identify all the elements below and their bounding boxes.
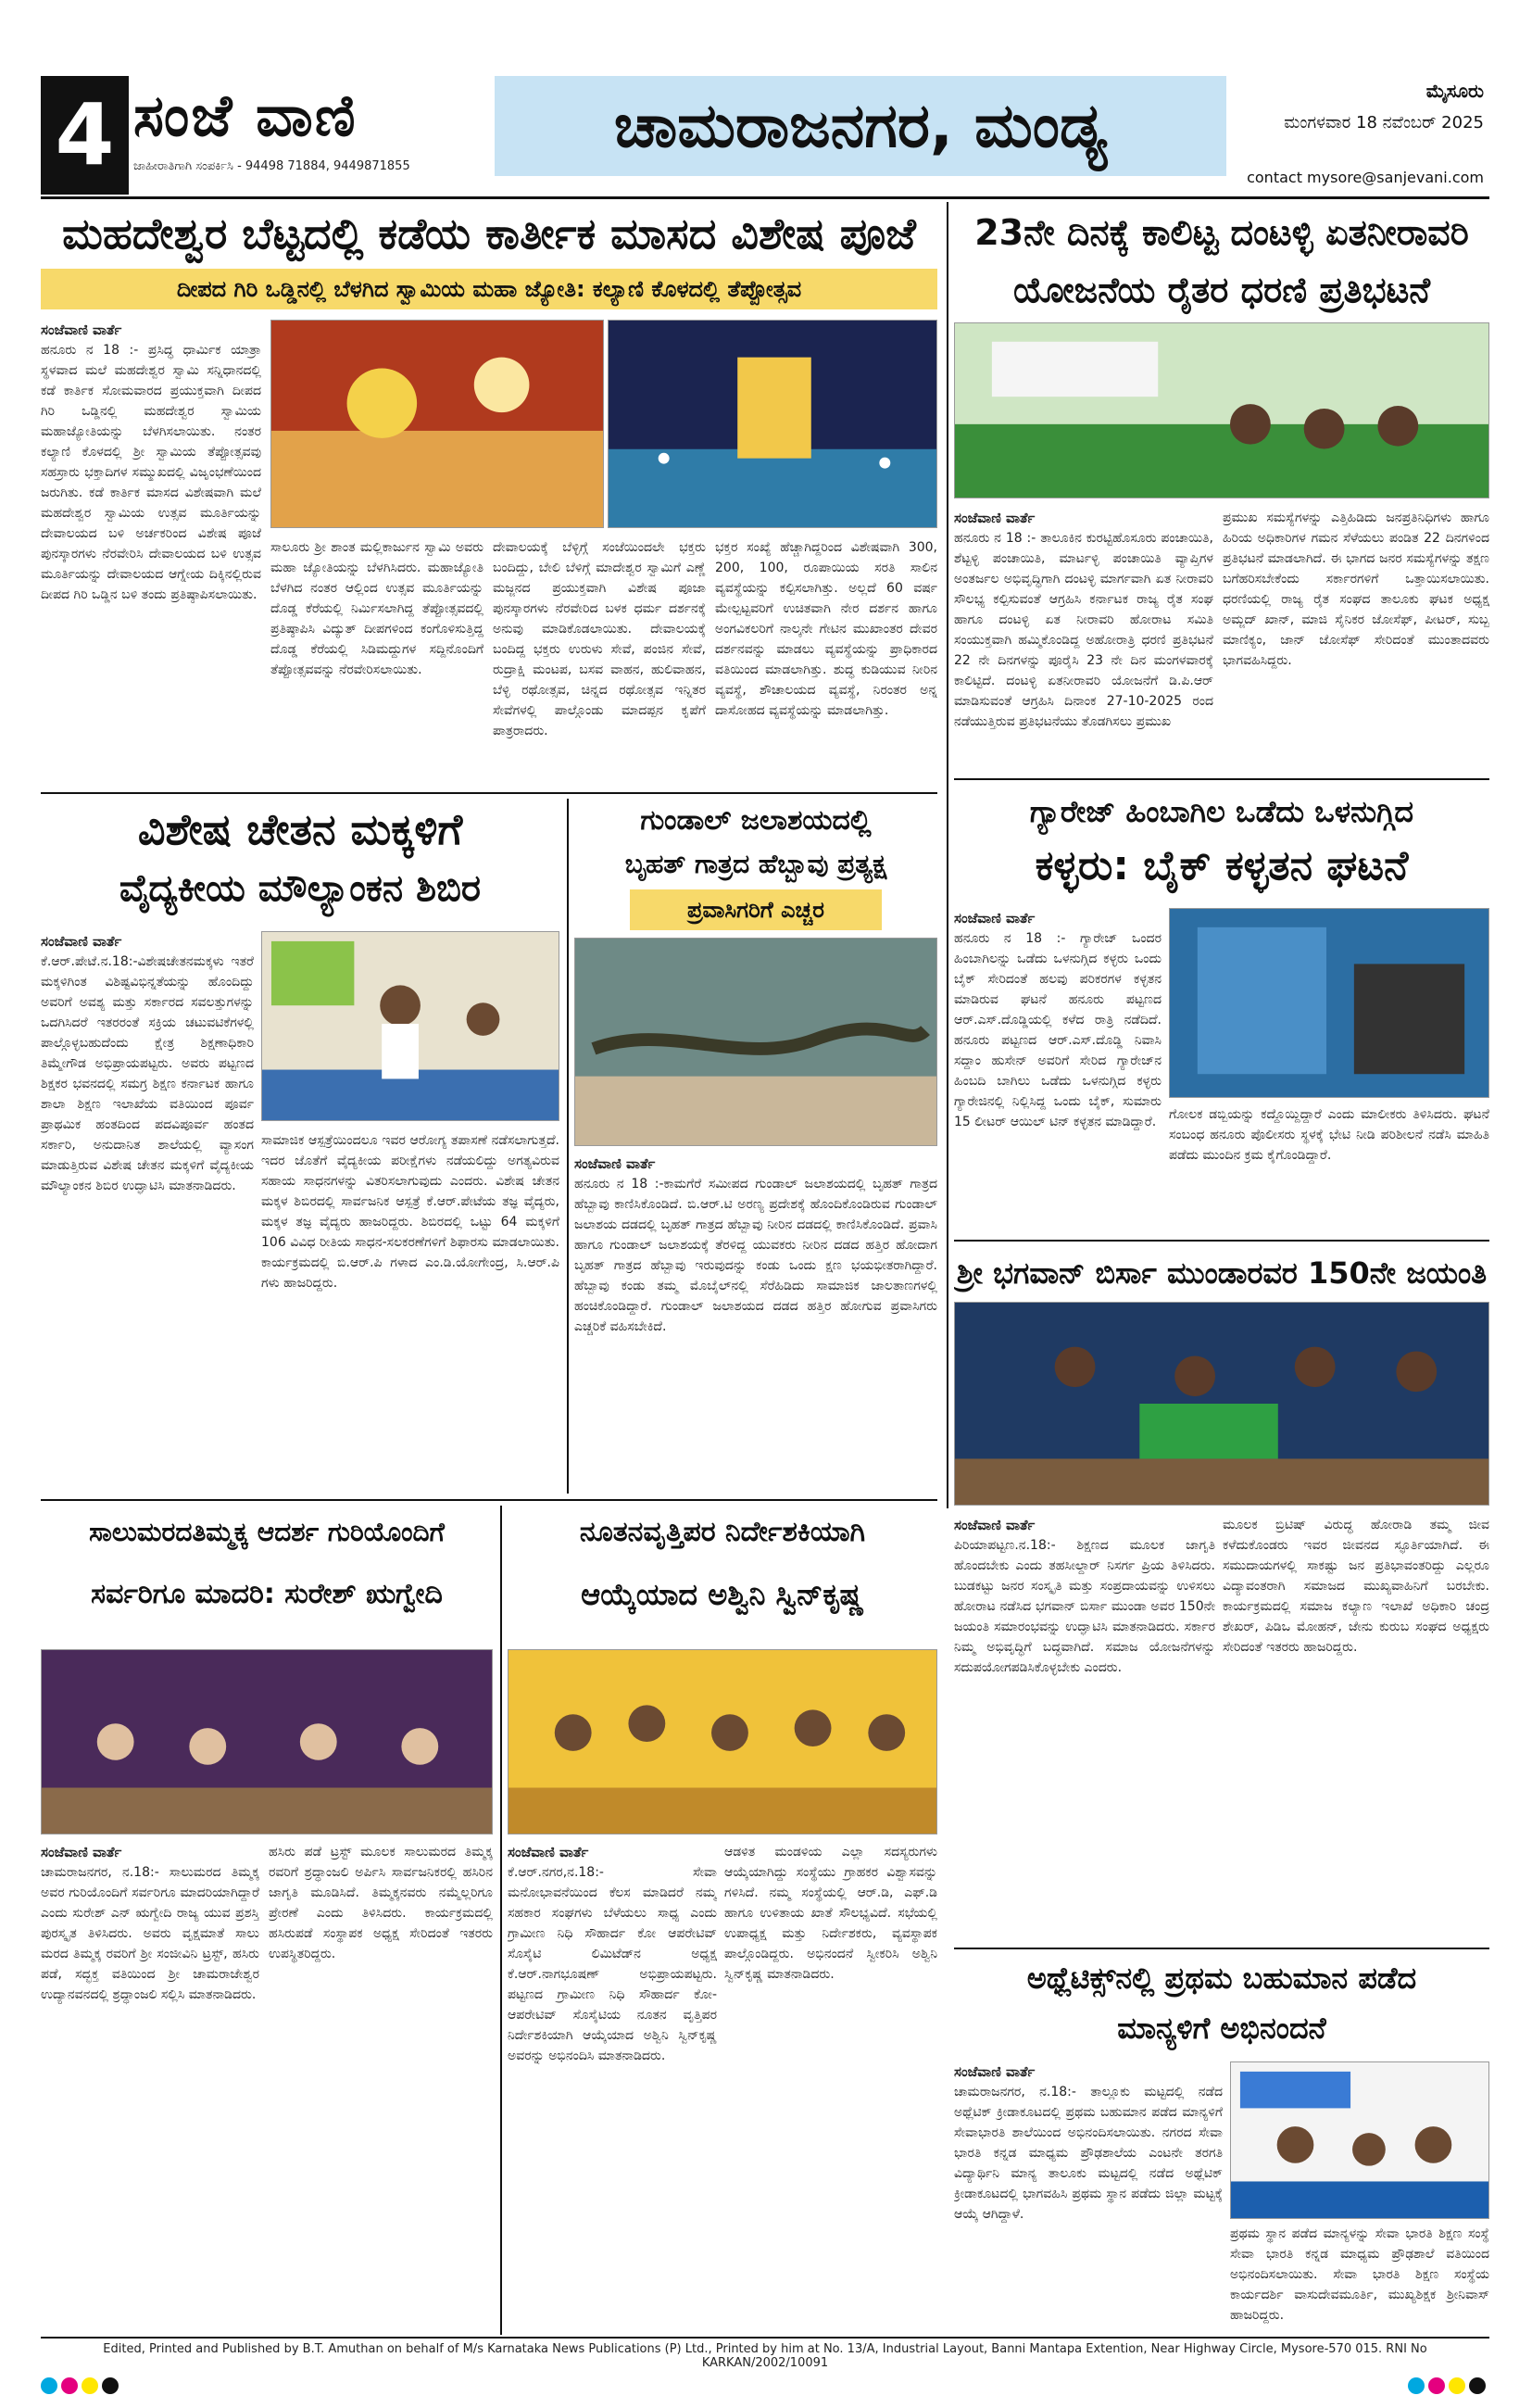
a1-body1: ಹನೂರು ನ 18 :- ಪ್ರಸಿದ್ಧ ಧಾರ್ಮಿಕ ಯಾತ್ರಾ ಸ್ಥಳವಾದ ಮಲೆ ಮಹದೇಶ್ವರ ಸ್ವಾಮಿ ಸನ್ನಿಧಾನದಲ್ಲಿ ಕಡೆ ಕಾರ್ತಿಕ ಸೋಮವಾರದ ಪ್ರಯುಕ್ತವಾಗಿ ದೀಪದ ಗಿರಿ ಒಡ್ಡಿನಲ್ಲಿ ಮಹದೇಶ್ವರ ಸ್ವಾಮಿಯ ಮಹಾಜ್ಯೋತಿಯನ್ನು ಬೆಳಗಿಸಲಾಯಿತು. ನಂತರ ಕಲ್ಯಾಣಿ ಕೊಳದಲ್ಲಿ ಶ್ರೀ ಸ್ವಾಮಿಯ ತೆಪ್ಪೋತ್ಸವವು ಸಹಸ್ರಾರು ಭಕ್ತಾದಿಗಳ ಸಮ್ಮುಖದಲ್ಲಿ ವಿಜೃಂಭಣೆಯಿಂದ ಜರುಗಿತು. ಕಡೆ ಕಾರ್ತಿಕ ಮಾಸದ ವಿಶೇಷವಾಗಿ ಮಲೆ ಮಹದೇಶ್ವರ ಸ್ವಾಮಿಯ ಉತ್ಸವ ಮೂರ್ತಿಯನ್ನು ದೇವಾಲಯದ ಬಳಿ ಅರ್ಚಕರಿಂದ ವಿಶೇಷ ಪೂಜೆ ಪುನಸ್ಕಾರಗಳು ನೆರವೇರಿಸಿ ದೇವಾಲಯದ ಬಳಿ ಉತ್ಸವ ಮೂರ್ತಿಯನ್ನು ದೇವಾಲಯದ ಆಗ್ನೇಯ ದಿಕ್ಕಿನಲ್ಲಿರುವ ದೀಪದ ಗಿರಿ ಒಡ್ಡಿನ ಬಳಿ ತಂದು ಪ್ರತಿಷ್ಠಾಪಿಸಲಾಯಿತು.: [41, 343, 261, 602]
a3-byline: ಸಂಜೆವಾಣಿ ವಾರ್ತೆ: [41, 933, 122, 950]
a4-byline: ಸಂಜೆವಾಣಿ ವಾರ್ತೆ: [574, 1155, 656, 1172]
reg-dot: [102, 2377, 119, 2394]
a1-subhead: ದೀಪದ ಗಿರಿ ಒಡ್ಡಿನಲ್ಲಿ ಬೆಳಗಿದ ಸ್ವಾಮಿಯ ಮಹಾ ಜ್ಯೋತಿ: ಕಲ್ಯಾಣಿ ಕೊಳದಲ್ಲಿ ತೆಪ್ಪೋತ್ಸವ: [41, 269, 937, 309]
a1-photo-pooja: [270, 320, 604, 528]
a8-photo-felicitation: [508, 1649, 937, 1834]
divider: [954, 1948, 1489, 1949]
registration-marks-right: [1408, 2377, 1486, 2394]
a4-headline-1: ಗುಂಡಾಲ್ ಜಲಾಶಯದಲ್ಲಿ: [640, 804, 872, 837]
a3-photo-camp: [261, 931, 559, 1121]
a8-headline-1: ನೂತನವೃತ್ತಿಪರ ನಿರ್ದೇಶಕಿಯಾಗಿ: [579, 1516, 866, 1548]
a6-byline: ಸಂಜೆವಾಣಿ ವಾರ್ತೆ: [954, 1517, 1036, 1533]
a1-col2: [270, 537, 483, 783]
reg-dot: [1469, 2377, 1486, 2394]
a2-col2: [1223, 508, 1489, 772]
a4-headline-2: ಬೃಹತ್ ಗಾತ್ರದ ಹೆಬ್ಬಾವು ಪ್ರತ್ಯಕ್ಷ: [624, 849, 887, 879]
a9-body1: ಚಾಮರಾಜನಗರ, ನ.18:- ತಾಲ್ಲೂಕು ಮಟ್ಟದಲ್ಲಿ ನಡೆದ ಅಥ್ಲೆಟಿಕ್ ಕ್ರೀಡಾಕೂಟದಲ್ಲಿ ಪ್ರಥಮ ಬಹುಮಾನ ಪಡೆದ ಮಾನ್ಯಳಿಗೆ ಸೇವಾಭಾರತಿ ಶಾಲೆಯಿಂದ ಅಭಿನಂದಿಸಲಾಯಿತು. ನಗರದ ಸೇವಾ ಭಾರತಿ ಕನ್ನಡ ಮಾಧ್ಯಮ ಪ್ರೌಢಶಾಲೆಯ ಎಂಟನೇ ತರಗತಿ ವಿದ್ಯಾರ್ಥಿನಿ ಮಾನ್ಯ ತಾಲೂಕು ಮಟ್ಟದಲ್ಲಿ ನಡೆದ ಅಥ್ಲೆಟಿಕ್ ಕ್ರೀಡಾಕೂಟದಲ್ಲಿ ಭಾಗವಹಿಸಿ ಪ್ರಥಮ ಸ್ಥಾನ ಪಡೆದು ಜಿಲ್ಲಾ ಮಟ್ಟಕ್ಕೆ ಆಯ್ಕೆ ಆಗಿದ್ದಾಳೆ.: [954, 2085, 1223, 2222]
registration-marks-left: [41, 2377, 119, 2394]
a3-col2: [261, 1130, 559, 1487]
a7-col1: [41, 1842, 259, 2333]
column-divider: [947, 202, 948, 1508]
divider: [41, 1499, 937, 1501]
a6-headline: ಶ್ರೀ ಭಗವಾನ್ ಬಿರ್ಸಾ ಮುಂಡಾರವರ 150ನೇ ಜಯಂತಿ: [956, 1255, 1488, 1291]
a9-photo-award: [1230, 2061, 1489, 2219]
masthead: [41, 76, 1489, 195]
a1-col3: [493, 537, 706, 783]
region-title: ಚಾಮರಾಜನಗರ, ಮಂಡ್ಯ: [495, 76, 1226, 176]
brand-name: ಸಂಜೆ ವಾಣಿ: [133, 82, 358, 149]
a4-photo-python: [574, 938, 937, 1146]
a4-subhead: ಪ್ರವಾಸಿಗರಿಗೆ ಎಚ್ಚರ: [630, 889, 882, 930]
a2-photo-protest: [954, 322, 1489, 498]
a5-body1: ಹನೂರು ನ 18 :- ಗ್ಯಾರೇಜ್ ಒಂದರ ಹಿಂಬಾಗಿಲನ್ನು ಒಡೆದು ಒಳನುಗ್ಗಿದ ಕಳ್ಳರು ಒಂದು ಬೈಕ್ ಸೇರಿದಂತೆ ಹಲವು ಪರಿಕರಗಳ ಕಳ್ಳತನ ಮಾಡಿರುವ ಘಟನೆ ಹನೂರು ಪಟ್ಟಣದ ಆರ್.ಎಸ್.ದೊಡ್ಡಿಯಲ್ಲಿ ಕಳೆದ ರಾತ್ರಿ ನಡೆದಿದೆ. ಹನೂರು ಪಟ್ಟಣದ ಆರ್.ಎಸ್.ದೊಡ್ಡಿ ನಿವಾಸಿ ಸದ್ದಾಂ ಹುಸೇನ್ ಅವರಿಗೆ ಸೇರಿದ ಗ್ಯಾರೇಜ್‌ನ ಹಿಂಬದಿ ಬಾಗಿಲು ಒಡೆದು ಒಳನುಗ್ಗಿದ ಕಳ್ಳರು ಗ್ಯಾರೇಜಿನಲ್ಲಿ ನಿಲ್ಲಿಸಿದ್ದ ಒಂದು ಬೈಕ್, ಸುಮಾರು 15 ಲೀಟರ್ ಆಯಿಲ್ ಟಿನ್ ಕಳ್ಳತನ ಮಾಡಿದ್ದಾರೆ.: [954, 931, 1162, 1129]
a5-col1: [954, 908, 1162, 1232]
reg-dot: [1408, 2377, 1425, 2394]
a1-body2: ಸಾಲೂರು ಶ್ರೀ ಶಾಂತ ಮಲ್ಲಿಕಾರ್ಜುನ ಸ್ವಾಮಿ ಅವರು ಮಹಾ ಜ್ಯೋತಿಯನ್ನು ಬೆಳಗಿಸಿದರು. ಮಹಾಜ್ಯೋತಿ ಬೆಳಗಿದ ನಂತರ ಆಲ್ಲಿಂದ ಉತ್ಸವ ಮೂರ್ತಿಯನ್ನು ದೊಡ್ಡ ಕೆರೆಯಲ್ಲಿ ನಿರ್ಮಿಸಲಾಗಿದ್ದ ತೆಪ್ಪೋತ್ಸವದಲ್ಲಿ ಪ್ರತಿಷ್ಠಾಪಿಸಿ ವಿದ್ಯುತ್ ದೀಪಗಳಿಂದ ಕಂಗೊಳಿಸುತ್ತಿದ್ದ ದೊಡ್ಡ ಕೆರೆಯಲ್ಲಿ ಸಿಡಿಮದ್ದುಗಳ ಸದ್ದಿನೊಂದಿಗೆ ತೆಪ್ಪೋತ್ಸವವನ್ನು ನೆರವೇರಿಸಲಾಯಿತು.: [270, 540, 483, 677]
a9-headline-2: ಮಾನ್ಯಳಿಗೆ ಅಭಿನಂದನೆ: [1117, 2011, 1326, 2046]
a3-col1: [41, 931, 254, 1487]
a4-col1: [574, 1154, 937, 1487]
brand-contact: ಜಾಹೀರಾತಿಗಾಗಿ ಸಂಪರ್ಕಿಸಿ - 94498 71884, 9449871855: [133, 159, 410, 173]
divider: [41, 792, 937, 794]
a7-byline: ಸಂಜೆವಾಣಿ ವಾರ್ತೆ: [41, 1844, 122, 1860]
a5-headline-2: ಕಳ್ಳರು: ಬೈಕ್ ಕಳ್ಳತನ ಘಟನೆ: [1035, 842, 1409, 889]
a8-col1: [508, 1842, 717, 2333]
a3-body2: ಸಾಮಾಜಿಕ ಆಸ್ಪತ್ರೆಯಿಂದಲೂ ಇವರ ಆರೋಗ್ಯ ತಪಾಸಣೆ ನಡೆಸಲಾಗುತ್ತದೆ. ಇದರ ಜೊತೆಗೆ ವೈದ್ಯಕೀಯ ಪರೀಕ್ಷೆಗಳು ನಡೆಯಲಿದ್ದು ಅಗತ್ಯವಿರುವ ಸಹಾಯ ಸಾಧನಗಳನ್ನು ವಿತರಿಸಲಾಗುವುದು ಎಂದರು. ವಿಶೇಷ ಚೇತನ ಮಕ್ಕಳ ಶಿಬಿರದಲ್ಲಿ ಸಾರ್ವಜನಿಕ ಆಸ್ಪತ್ರೆ ಕೆ.ಆರ್.ಪೇಟೆಯ ತಜ್ಞ ವೈದ್ಯರು, ಮಕ್ಕಳ ತಜ್ಞ ವೈದ್ಯರು ಹಾಜರಿದ್ದರು. ಶಿಬಿರದಲ್ಲಿ ಒಟ್ಟು 64 ಮಕ್ಕಳಿಗೆ 106 ವಿವಿಧ ರೀತಿಯ ಸಾಧನ-ಸಲಕರಣೆಗಳಿಗೆ ಶಿಫಾರಸು ಮಾಡಲಾಯಿತು. ಕಾರ್ಯಕ್ರಮದಲ್ಲಿ ಬಿ.ಆರ್.ಪಿ ಗಳಾದ ಎಂ.ಡಿ.ಯೋಗೇಂದ್ರ, ಸಿ.ಆರ್.ಪಿ ಗಳು ಹಾಜರಿದ್ದರು.: [261, 1133, 559, 1291]
a7-headline-2: ಸರ್ವರಿಗೂ ಮಾದರಿ: ಸುರೇಶ್ ಋಗ್ವೇದಿ: [91, 1578, 443, 1610]
a5-col2: [1169, 1104, 1489, 1234]
a6-col2: [1223, 1515, 1489, 1941]
a5-body2: ಗೋಲಕ ಡಬ್ಬಿಯನ್ನು ಕದ್ದೊಯ್ದಿದ್ದಾರೆ ಎಂದು ಮಾಲೀಕರು ತಿಳಿಸಿದರು. ಘಟನೆ ಸಂಬಂಧ ಹನೂರು ಪೊಲೀಸರು ಸ್ಥಳಕ್ಕೆ ಭೇಟಿ ನೀಡಿ ಪರಿಶೀಲನೆ ನಡೆಸಿ ಮಾಹಿತಿ ಪಡೆದು ಮುಂದಿನ ಕ್ರಮ ಕೈಗೊಂಡಿದ್ದಾರೆ.: [1169, 1107, 1489, 1163]
a3-headline-1: ವಿಶೇಷ ಚೇತನ ಮಕ್ಕಳಿಗೆ: [137, 804, 463, 854]
a2-body1: ಹನೂರು ನ 18 :- ತಾಲೂಕಿನ ಕುರಟ್ಟಿಹೊಸೂರು ಪಂಚಾಯಿತಿ, ಶೆಟ್ಟಳ್ಳಿ ಪಂಚಾಯಿತಿ, ಮಾರ್ಟಳ್ಳಿ ಪಂಚಾಯಿತಿ ವ್ಯಾಪ್ತಿಗಳ ಅಂತರ್ಜಲ ಅಭಿವೃದ್ಧಿಗಾಗಿ ದಂಟಳ್ಳಿ ಮಾರ್ಗವಾಗಿ ಏತ ನೀರಾವರಿ ಸೌಲಭ್ಯ ಕಲ್ಪಿಸುವಂತೆ ಆಗ್ರಹಿಸಿ ಕರ್ನಾಟಕ ರಾಜ್ಯ ರೈತ ಸಂಘ ಹಾಗೂ ದಂಟಳ್ಳಿ ಏತ ನೀರಾವರಿ ಹೋರಾಟ ಸಮಿತಿ ಸಂಯುಕ್ತವಾಗಿ ಹಮ್ಮಿಕೊಂಡಿದ್ದ ಅಹೋರಾತ್ರಿ ಧರಣಿ ಪ್ರತಿಭಟನೆ 22 ನೇ ದಿನಗಳನ್ನು ಪೂರೈಸಿ 23 ನೇ ದಿನ ಮಂಗಳವಾರಕ್ಕೆ ಕಾಲಿಟ್ಟಿದೆ. ದಂಟಳ್ಳಿ ಏತನೀರಾವರಿ ಯೋಜನೆಗೆ ಡಿ.ಪಿ.ಆರ್ ಮಾಡಿಸುವಂತೆ ಆಗ್ರಹಿಸಿ ದಿನಾಂಕ 27-10-2025 ರಂದ ನಡೆಯುತ್ತಿರುವ ಪ್ರತಿಭಟನೆಯು ತೊಡಗಿಸಲು ಪ್ರಮುಖ: [954, 531, 1213, 729]
a5-photo-garage: [1169, 908, 1489, 1098]
a1-body3: ದೇವಾಲಯಕ್ಕೆ ಬೆಳ್ಳಿಗ್ಗೆ ಸಂಜೆಯಿಂದಲೇ ಭಕ್ತರು ಬಂದಿದ್ದು, ಬೇಲಿ ಬೆಳಿಗ್ಗೆ ಮಾದೇಶ್ವರ ಸ್ವಾಮಿಗೆ ಎಣ್ಣೆ ಮಜ್ಜನದ ಪ್ರಯುಕ್ತವಾಗಿ ವಿಶೇಷ ಪೂಜಾ ಪುನಸ್ಕಾರಗಳು ನೆರವೇರಿದ ಬಳಕ ಧರ್ಮ ದರ್ಶನಕ್ಕೆ ಅನುವು ಮಾಡಿಕೊಡಲಾಯಿತು. ದೇವಾಲಯಕ್ಕೆ ಬಂದಿದ್ದ ಭಕ್ತರು ಉರುಳು ಸೇವೆ, ಪಂಜಿನ ಸೇವೆ, ರುದ್ರಾಕ್ಷಿ ಮಂಟಪ, ಬಸವ ವಾಹನ, ಹುಲಿವಾಹನ, ಬೆಳ್ಳಿ ರಥೋತ್ಸವ, ಚಿನ್ನದ ರಥೋತ್ಸವ ಇನ್ನಿತರ ಸೇವೆಗಳಲ್ಲಿ ಪಾಲ್ಗೊಂಡು ಮಾದಪ್ಪನ ಕೃಪೆಗೆ ಪಾತ್ರರಾದರು.: [493, 540, 706, 738]
a6-body1: ಪಿರಿಯಾಪಟ್ಟಣ.ನ.18:- ಶಿಕ್ಷಣದ ಮೂಲಕ ಜಾಗೃತಿ ಹೊಂದಬೇಕು ಎಂದು ತಹಸೀಲ್ದಾರ್ ನಿಸರ್ಗ ಪ್ರಿಯ ತಿಳಿಸಿದರು. ಬುಡಕಟ್ಟು ಜನರ ಸಂಸ್ಕೃತಿ ಮತ್ತು ಸಂಪ್ರದಾಯವನ್ನು ಉಳಿಸಲು ಹೋರಾಟ ನಡೆಸಿದ ಭಗವಾನ್ ಬಿರ್ಸಾ ಮುಂಡಾ ಅವರ 150ನೇ ಜಯಂತಿ ಸಮಾರಂಭವನ್ನು ಉದ್ಘಾಟಿಸಿ ಮಾತನಾಡಿದರು. ಸರ್ಕಾರ ನಿಮ್ಮ ಅಭಿವೃದ್ಧಿಗೆ ಬದ್ಧವಾಗಿದೆ. ಸಮಾಜ ಯೋಜನೆಗಳನ್ನು ಸದುಪಯೋಗಪಡಿಸಿಕೊಳ್ಳಬೇಕು ಎಂದರು.: [954, 1538, 1215, 1675]
a8-byline: ಸಂಜೆವಾಣಿ ವಾರ್ತೆ: [508, 1844, 589, 1860]
a9-byline: ಸಂಜೆವಾಣಿ ವಾರ್ತೆ: [954, 2063, 1036, 2080]
a7-body2: ಹಸಿರು ಪಡೆ ಟ್ರಸ್ಟ್ ಮೂಲಕ ಸಾಲುಮರದ ತಿಮ್ಮಕ್ಕ ರವರಿಗೆ ಶ್ರದ್ಧಾಂಜಲಿ ಅರ್ಪಿಸಿ ಸಾರ್ವಜನಿಕರಲ್ಲಿ ಹಸಿರಿನ ಜಾಗೃತಿ ಮೂಡಿಸಿದೆ. ತಿಮ್ಮಕ್ಕನವರು ನಮ್ಮೆಲ್ಲರಿಗೂ ಪ್ರೇರಣೆ ಎಂದು ತಿಳಿಸಿದರು. ಕಾರ್ಯಕ್ರಮದಲ್ಲಿ ಹಸಿರುಪಡೆ ಸಂಸ್ಥಾಪಕ ಅಧ್ಯಕ್ಷ ಸೇರಿದಂತೆ ಇತರರು ಉಪಸ್ಥಿತರಿದ್ದರು.: [269, 1845, 493, 1961]
reg-dot: [61, 2377, 78, 2394]
imprint: Edited, Printed and Published by B.T. Amuthan on behalf of M/s Karnataka News Publications (P) Ltd., Printed by him at No. 13/A, Industrial Layout, Banni Mantapa Extention, Near Highway Circle, Mysore-570 015. RNI No KARKAN/2002/10091: [103, 2342, 1427, 2370]
a1-byline: ಸಂಜೆವಾಣಿ ವಾರ್ತೆ: [41, 321, 122, 338]
a7-col2: [269, 1842, 493, 2333]
reg-dot: [82, 2377, 98, 2394]
edition-city: ಮೈಸೂರು: [1425, 80, 1484, 102]
a8-headline-2: ಆಯ್ಕೆಯಾದ ಅಶ್ವಿನಿ ಸ್ವಿನ್‌ಕೃಷ್ಣ: [581, 1577, 864, 1612]
reg-dot: [41, 2377, 57, 2394]
a2-byline: ಸಂಜೆವಾಣಿ ವಾರ್ತೆ: [954, 510, 1036, 526]
a9-col1: [954, 2061, 1223, 2335]
a3-headline-2: ವೈದ್ಯಕೀಯ ಮೌಲ್ಯಾಂಕನ ಶಿಬಿರ: [119, 867, 482, 910]
divider: [954, 778, 1489, 780]
reg-dot: [1428, 2377, 1445, 2394]
divider: [954, 1240, 1489, 1242]
a2-col1: [954, 508, 1213, 772]
a1-headline: ಮಹದೇಶ್ವರ ಬೆಟ್ಟದಲ್ಲಿ ಕಡೆಯ ಕಾರ್ತೀಕ ಮಾಸದ ವಿಶೇಷ ಪೂಜೆ: [62, 208, 916, 258]
a3-body1: ಕೆ.ಆರ್.ಪೇಟೆ.ನ.18:-ವಿಶೇಷಚೇತನಮಕ್ಕಳು ಇತರೆ ಮಕ್ಕಳಿಗಿಂತ ವಿಶಿಷ್ಟವಿಭಿನ್ನತೆಯನ್ನು ಹೊಂದಿದ್ದು ಅವರಿಗೆ ಅವಶ್ಯ ಮತ್ತು ಸರ್ಕಾರದ ಸವಲತ್ತುಗಳನ್ನು ಒದಗಿಸಿದರೆ ಇತರರಂತೆ ಸಕ್ರಿಯ ಚಟುವಟಿಕೆಗಳಲ್ಲಿ ಪಾಲ್ಗೊಳ್ಳಬಹುದೆಂದು ಕ್ಷೇತ್ರ ಶಿಕ್ಷಣಾಧಿಕಾರಿ ತಿಮ್ಮೇಗೌಡ ಅಭಿಪ್ರಾಯಪಟ್ಟರು. ಅವರು ಪಟ್ಟಣದ ಶಿಕ್ಷಕರ ಭವನದಲ್ಲಿ ಸಮಗ್ರ ಶಿಕ್ಷಣ ಕರ್ನಾಟಕ ಹಾಗೂ ಶಾಲಾ ಶಿಕ್ಷಣ ಇಲಾಖೆಯ ವತಿಯಿಂದ ಪೂರ್ವ ಪ್ರಾಥಮಿಕ ಹಂತದಿಂದ ಪದವಿಪೂರ್ವ ಹಂತದ ಸರ್ಕಾರಿ, ಅನುದಾನಿತ ಶಾಲೆಯಲ್ಲಿ ವ್ಯಾಸಂಗ ಮಾಡುತ್ತಿರುವ ವಿಶೇಷ ಚೇತನ ಮಕ್ಕಳಿಗೆ ವೈದ್ಯಕೀಯ ಮೌಲ್ಯಾಂಕನ ಶಿಬಿರ ಉದ್ಘಾಟಿಸಿ ಮಾತನಾಡಿದರು.: [41, 954, 254, 1193]
a2-body2: ಪ್ರಮುಖ ಸಮಸ್ಯೆಗಳನ್ನು ಎತ್ತಿಹಿಡಿದು ಜನಪ್ರತಿನಿಧಿಗಳು ಹಾಗೂ ಹಿರಿಯ ಅಧಿಕಾರಿಗಳ ಗಮನ ಸೆಳೆಯಲು ಪಂಡಿತ 22 ದಿನಗಳಿಂದ ಪ್ರತಿಭಟನೆ ಮಾಡಲಾಗಿದೆ. ಈ ಭಾಗದ ಜನರ ಸಮಸ್ಯೆಗಳನ್ನು ತಕ್ಷಣ ಬಗೆಹರಿಸಬೇಕೆಂದು ಸರ್ಕಾರಗಳಿಗೆ ಒತ್ತಾಯಿಸಲಾಯಿತು. ಧರಣಿಯಲ್ಲಿ ರಾಜ್ಯ ರೈತ ಸಂಘದ ತಾಲೂಕು ಘಟಕ ಅಧ್ಯಕ್ಷ ಅಮ್ಜದ್ ಖಾನ್, ಮಾಜಿ ಸೈನಿಕರ ಜೋಸೆಫ್, ಪೀಟರ್, ಸುಬ್ಬ ಮಾಣಿಕ್ಯಂ, ಜಾನ್ ಜೋಸೆಫ್ ಸೇರಿದಂತೆ ಮುಂತಾದವರು ಭಾಗವಹಿಸಿದ್ದರು.: [1223, 511, 1489, 668]
a6-col1: [954, 1515, 1215, 1941]
a8-col2: [724, 1842, 937, 2333]
a5-byline: ಸಂಜೆವಾಣಿ ವಾರ್ತೆ: [954, 910, 1036, 927]
a5-headline-1: ಗ್ಯಾರೇಜ್ ಹಿಂಬಾಗಿಲ ಒಡೆದು ಒಳನುಗ್ಗಿದ: [1029, 794, 1414, 829]
brand-logo: [133, 80, 522, 152]
a6-photo-jayanti: [954, 1302, 1489, 1506]
column-divider: [500, 1506, 502, 2335]
a9-caption-text: ಪ್ರಥಮ ಸ್ಥಾನ ಪಡೆದ ಮಾನ್ಯಳನ್ನು ಸೇವಾ ಭಾರತಿ ಶಿಕ್ಷಣ ಸಂಸ್ಥೆ ಸೇವಾ ಭಾರತಿ ಕನ್ನಡ ಮಾಧ್ಯಮ ಪ್ರೌಢಶಾಲೆ ವತಿಯಿಂದ ಅಭಿನಂದಿಸಲಾಯಿತು. ಸೇವಾ ಭಾರತಿ ಶಿಕ್ಷಣ ಸಂಸ್ಥೆಯ ಕಾರ್ಯದರ್ಶಿ ವಾಸುದೇವಮೂರ್ತಿ, ಮುಖ್ಯಶಿಕ್ಷಕ ಶ್ರೀನಿವಾಸ್ ಹಾಜರಿದ್ದರು.: [1230, 2226, 1489, 2323]
a7-body1: ಚಾಮರಾಜನಗರ, ನ.18:- ಸಾಲುಮರದ ತಿಮ್ಮಕ್ಕ ಅವರ ಗುರಿಯೊಂದಿಗೆ ಸರ್ವರಿಗೂ ಮಾದರಿಯಾಗಿದ್ದಾರೆ ಎಂದು ಸುರೇಶ್ ಎನ್ ಋಗ್ವೇದಿ ರಾಜ್ಯ ಯುವ ಪ್ರಶಸ್ತಿ ಪುರಸ್ಕೃತ ತಿಳಿಸಿದರು. ಅವರು ವೃಕ್ಷಮಾತೆ ಸಾಲು ಮರದ ತಿಮ್ಮಕ್ಕ ರವರಿಗೆ ಶ್ರೀ ಸಂಜೀವಿನಿ ಟ್ರಸ್ಟ್, ಹಸಿರು ಪಡೆ, ಸದ್ಭಕ್ತ ವತಿಯಿಂದ ಶ್ರೀ ಚಾಮರಾಜೇಶ್ವರ ಉದ್ಯಾನವನದಲ್ಲಿ ಶ್ರದ್ಧಾಂಜಲಿ ಸಲ್ಲಿಸಿ ಮಾತನಾಡಿದರು.: [41, 1865, 259, 2002]
a2-headline-2: ಯೋಜನೆಯ ರೈತರ ಧರಣಿ ಪ್ರತಿಭಟನೆ: [1012, 270, 1430, 310]
edition-date: ಮಂಗಳವಾರ 18 ನವೆಂಬರ್ 2025: [1284, 113, 1484, 132]
a9-headline-1: ಅಥ್ಲೆಟಿಕ್ಸ್‌ನಲ್ಲಿ ಪ್ರಥಮ ಬಹುಮಾನ ಪಡೆದ: [1026, 1960, 1417, 1996]
a1-col1: [41, 320, 261, 783]
masthead-rule: [41, 196, 1489, 199]
a6-body2: ಮೂಲಕ ಬ್ರಿಟಿಷ್ ವಿರುದ್ಧ ಹೋರಾಡಿ ತಮ್ಮ ಜೀವ ಕಳೆದುಕೊಂಡರು ಇವರ ಜೀವನದ ಸ್ಫೂರ್ತಿಯಾಗಿದೆ. ಈ ಸಮುದಾಯಗಳಲ್ಲಿ ಸಾಕಷ್ಟು ಜನ ಪ್ರತಿಭಾವಂತರಿದ್ದು ಎಲ್ಲರೂ ವಿದ್ಯಾವಂತರಾಗಿ ಸಮಾಜದ ಮುಖ್ಯವಾಹಿನಿಗೆ ಬರಬೇಕು. ಕಾರ್ಯಕ್ರಮದಲ್ಲಿ ಸಮಾಜ ಕಲ್ಯಾಣ ಇಲಾಖೆ ಅಧಿಕಾರಿ ಚಂದ್ರ ಶೇಖರ್, ಪಿಡಿಒ ಮೋಹನ್, ಜೇನು ಕುರುಬ ಸಂಘದ ಅಧ್ಯಕ್ಷರು ಸೇರಿದಂತೆ ಇತರರು ಹಾಜರಿದ್ದರು.: [1223, 1518, 1489, 1655]
contact-email[interactable]: contact mysore@sanjevani.com: [1247, 169, 1484, 186]
reg-dot: [1449, 2377, 1465, 2394]
column-divider: [567, 799, 569, 1494]
a7-headline-1: ಸಾಲುಮರದತಿಮ್ಮಕ್ಕ ಆದರ್ಶ ಗುರಿಯೊಂದಿಗೆ: [89, 1517, 445, 1547]
a1-body4: ಭಕ್ತರ ಸಂಖ್ಯೆ ಹೆಚ್ಚಾಗಿದ್ದರಿಂದ ವಿಶೇಷವಾಗಿ 300, 200, 100, ರೂಪಾಯಿಯ ಸರತಿ ಸಾಲಿನ ವ್ಯವಸ್ಥೆಯನ್ನು ಕಲ್ಪಿಸಲಾಗಿತ್ತು. ಅಲ್ಲದೆ 60 ವರ್ಷ ಮೇಲ್ಪಟ್ಟವರಿಗೆ ಉಚಿತವಾಗಿ ನೇರ ದರ್ಶನ ಹಾಗೂ ಅಂಗವಿಕಲರಿಗೆ ನಾಲ್ಕನೇ ಗೇಟಿನ ಮುಖಾಂತರ ದೇವರ ದರ್ಶನವನ್ನು ಮಾಡಲು ವ್ಯವಸ್ಥೆಯನ್ನು ಪ್ರಾಧಿಕಾರದ ವತಿಯಿಂದ ಮಾಡಲಾಗಿತ್ತು. ಶುದ್ಧ ಕುಡಿಯುವ ನೀರಿನ ವ್ಯವಸ್ಥೆ, ಶೌಚಾಲಯದ ವ್ಯವಸ್ಥೆ, ನಿರಂತರ ಅನ್ನ ದಾಸೋಹದ ವ್ಯವಸ್ಥೆಯನ್ನು ಮಾಡಲಾಗಿತ್ತು.: [715, 540, 937, 718]
footer-rule: [41, 2337, 1489, 2339]
a2-headline-1: 23ನೇ ದಿನಕ್ಕೆ ಕಾಲಿಟ್ಟ ದಂಟಳ್ಳಿ ಏತನೀರಾವರಿ: [974, 212, 1469, 253]
a9-caption: [1230, 2224, 1489, 2335]
a4-body: ಹನೂರು ನ 18 :-ಕಾಮಗೆರೆ ಸಮೀಪದ ಗುಂಡಾಲ್ ಜಲಾಶಯದಲ್ಲಿ ಬೃಹತ್ ಗಾತ್ರದ ಹೆಬ್ಬಾವು ಕಾಣಿಸಿಕೊಂಡಿದೆ. ಬಿ.ಆರ್.ಟಿ ಅರಣ್ಯ ಪ್ರದೇಶಕ್ಕೆ ಹೊಂದಿಕೊಂಡಿರುವ ಗುಂಡಾಲ್ ಜಲಾಶಯ ದಡದಲ್ಲಿ ಬೃಹತ್ ಗಾತ್ರದ ಹೆಬ್ಬಾವು ನೀರಿನ ದಡದಲ್ಲಿ ಕಾಣಿಸಿಕೊಂಡಿದೆ. ಪ್ರವಾಸಿ ಹಾಗೂ ಗುಂಡಾಲ್ ಜಲಾಶಯಕ್ಕೆ ತೆರಳಿದ್ದ ಯುವಕರು ನೀರಿನ ದಡದ ಹತ್ತಿರ ಹೋದಾಗ ಬೃಹತ್ ಗಾತ್ರದ ಹೆಬ್ಬಾವು ಇರುವುದನ್ನು ಕಂಡು ಒಂದು ಕ್ಷಣ ಭಯಭೀತರಾಗಿದ್ದಾರೆ. ಹೆಬ್ಬಾವು ಕಂಡು ತಮ್ಮ ಮೊಬೈಲ್‌ನಲ್ಲಿ ಸೆರೆಹಿಡಿದು ಸಾಮಾಜಿಕ ಜಾಲತಾಣಗಳಲ್ಲಿ ಹಂಚಿಕೊಂಡಿದ್ದಾರೆ. ಗುಂಡಾಲ್ ಜಲಾಶಯದ ದಡದ ಹತ್ತಿರ ಹೋಗುವ ಪ್ರವಾಸಿಗರು ಎಚ್ಚರಿಕೆ ವಹಿಸಬೇಕಿದೆ.: [574, 1177, 937, 1334]
a1-photo-theppotsava: [608, 320, 937, 528]
a8-body1: ಕೆ.ಆರ್.ನಗರ,ನ.18:- ಸೇವಾ ಮನೋಭಾವನೆಯಿಂದ ಕೆಲಸ ಮಾಡಿದರೆ ನಮ್ಮ ಸಹಕಾರ ಸಂಘಗಳು ಬೆಳೆಯಲು ಸಾಧ್ಯ ಎಂದು ಗ್ರಾಮೀಣ ನಿಧಿ ಸೌಹಾರ್ದ ಕೋ ಆಪರೇಟಿವ್ ಸೊಸೈಟಿ ಲಿಮಿಟೆಡ್‌ನ ಅಧ್ಯಕ್ಷ ಕೆ.ಆರ್.ನಾಗಭೂಷಣ್ ಅಭಿಪ್ರಾಯಪಟ್ಟರು. ಪಟ್ಟಣದ ಗ್ರಾಮೀಣ ನಿಧಿ ಸೌಹಾರ್ದ ಕೋ-ಆಪರೇಟಿವ್ ಸೊಸೈಟಿಯ ನೂತನ ವೃತ್ತಿಪರ ನಿರ್ದೇಶಕಿಯಾಗಿ ಆಯ್ಕೆಯಾದ ಅಶ್ವಿನಿ ಸ್ವಿನ್‌ಕೃಷ್ಣ ಅವರನ್ನು ಅಭಿನಂದಿಸಿ ಮಾತನಾಡಿದರು.: [508, 1865, 717, 2063]
a1-col4: [715, 537, 937, 783]
page-number: 4: [41, 76, 129, 195]
a7-photo-tribute: [41, 1649, 493, 1834]
a8-body2: ಆಡಳಿತ ಮಂಡಳಿಯ ಎಲ್ಲಾ ಸದಸ್ಯರುಗಳು ಆಯ್ಕೆಯಾಗಿದ್ದು ಸಂಸ್ಥೆಯು ಗ್ರಾಹಕರ ವಿಶ್ವಾಸವನ್ನು ಗಳಿಸಿದೆ. ನಮ್ಮ ಸಂಸ್ಥೆಯಲ್ಲಿ ಆರ್.ಡಿ, ಎಫ್.ಡಿ ಹಾಗೂ ಉಳಿತಾಯ ಖಾತೆ ಸೌಲಭ್ಯವಿದೆ. ಸಭೆಯಲ್ಲಿ ಉಪಾಧ್ಯಕ್ಷ ಮತ್ತು ನಿರ್ದೇಶಕರು, ವ್ಯವಸ್ಥಾಪಕ ಪಾಲ್ಗೊಂಡಿದ್ದರು. ಅಭಿನಂದನೆ ಸ್ವೀಕರಿಸಿ ಅಶ್ವಿನಿ ಸ್ವಿನ್‌ಕೃಷ್ಣ ಮಾತನಾಡಿದರು.: [724, 1845, 937, 1982]
